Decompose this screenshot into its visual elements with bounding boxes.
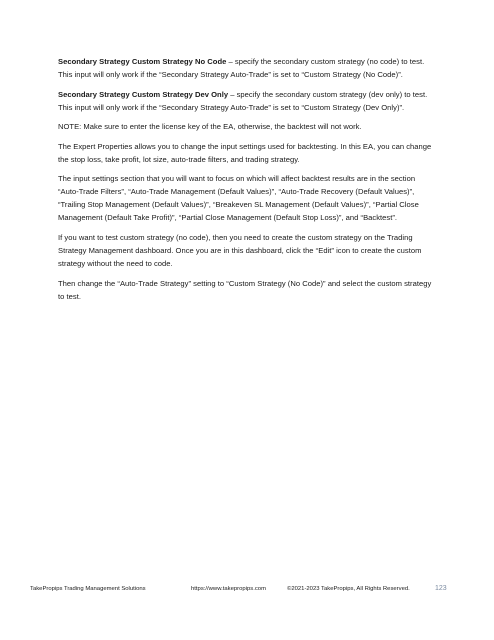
paragraph-note-license: NOTE: Make sure to enter the license key of the EA, otherwise, the backtest will not work.	[58, 122, 362, 132]
term-secondary-dev-only: Secondary Strategy Custom Strategy Dev Only	[58, 89, 229, 99]
footer-copyright: ©2021-2023 TakePropips, All Rights Reserved.	[287, 586, 410, 592]
desc-secondary-dev-only: – specify the secondary custom strategy (dev only) to test. This input will only work if the “Secondary Strategy Auto-Trade” is set to “Custom Strategy (Dev Only)”.	[58, 89, 428, 112]
page-number: 123	[435, 585, 447, 592]
footer-url[interactable]: https://www.takepropips.com	[191, 586, 266, 592]
term-secondary-no-code: Secondary Strategy Custom Strategy No Code	[58, 57, 227, 66]
footer-company: TakePropips Trading Management Solutions	[30, 586, 146, 592]
paragraph-secondary-no-code	[58, 55, 436, 81]
paragraph-custom-strategy: If you want to test custom strategy (no code), then you need to create the custom strategy on the Trading Strategy Management dashboard. Once you are in this dashboard, click the “Edit” icon to create the custom strategy without the need to code.	[58, 232, 422, 268]
document-body	[58, 55, 436, 309]
paragraph-expert-properties: The Expert Properties allows you to change the input settings used for backtesting. In this EA, you can change the stop loss, take profit, lot size, auto-trade filters, and trading strategy.	[58, 141, 432, 164]
paragraph-input-settings: The input settings section that you will want to focus on which will affect backtest results are in the section “Auto-Trade Filters”, “Auto-Trade Management (Default Values)”, “Auto-Trade Recovery (Default Values)”, “Trailing Stop Management (Default Values)”, “Breakeven SL Management (Default Values)”, “Partial Close Management (Default Take Profit)”, “Partial Close Management (Default Stop Loss)”, and “Backtest”.	[58, 174, 419, 223]
paragraph-change-setting: Then change the “Auto-Trade Strategy” setting to “Custom Strategy (No Code)” and select the custom strategy to test.	[58, 278, 432, 301]
paragraph-secondary-dev-only	[58, 88, 436, 114]
desc-secondary-no-code: – specify the secondary custom strategy (no code) to test. This input will only work if the “Secondary Strategy Auto-Trade” is set to “Custom Strategy (No Code)”.	[58, 57, 425, 79]
